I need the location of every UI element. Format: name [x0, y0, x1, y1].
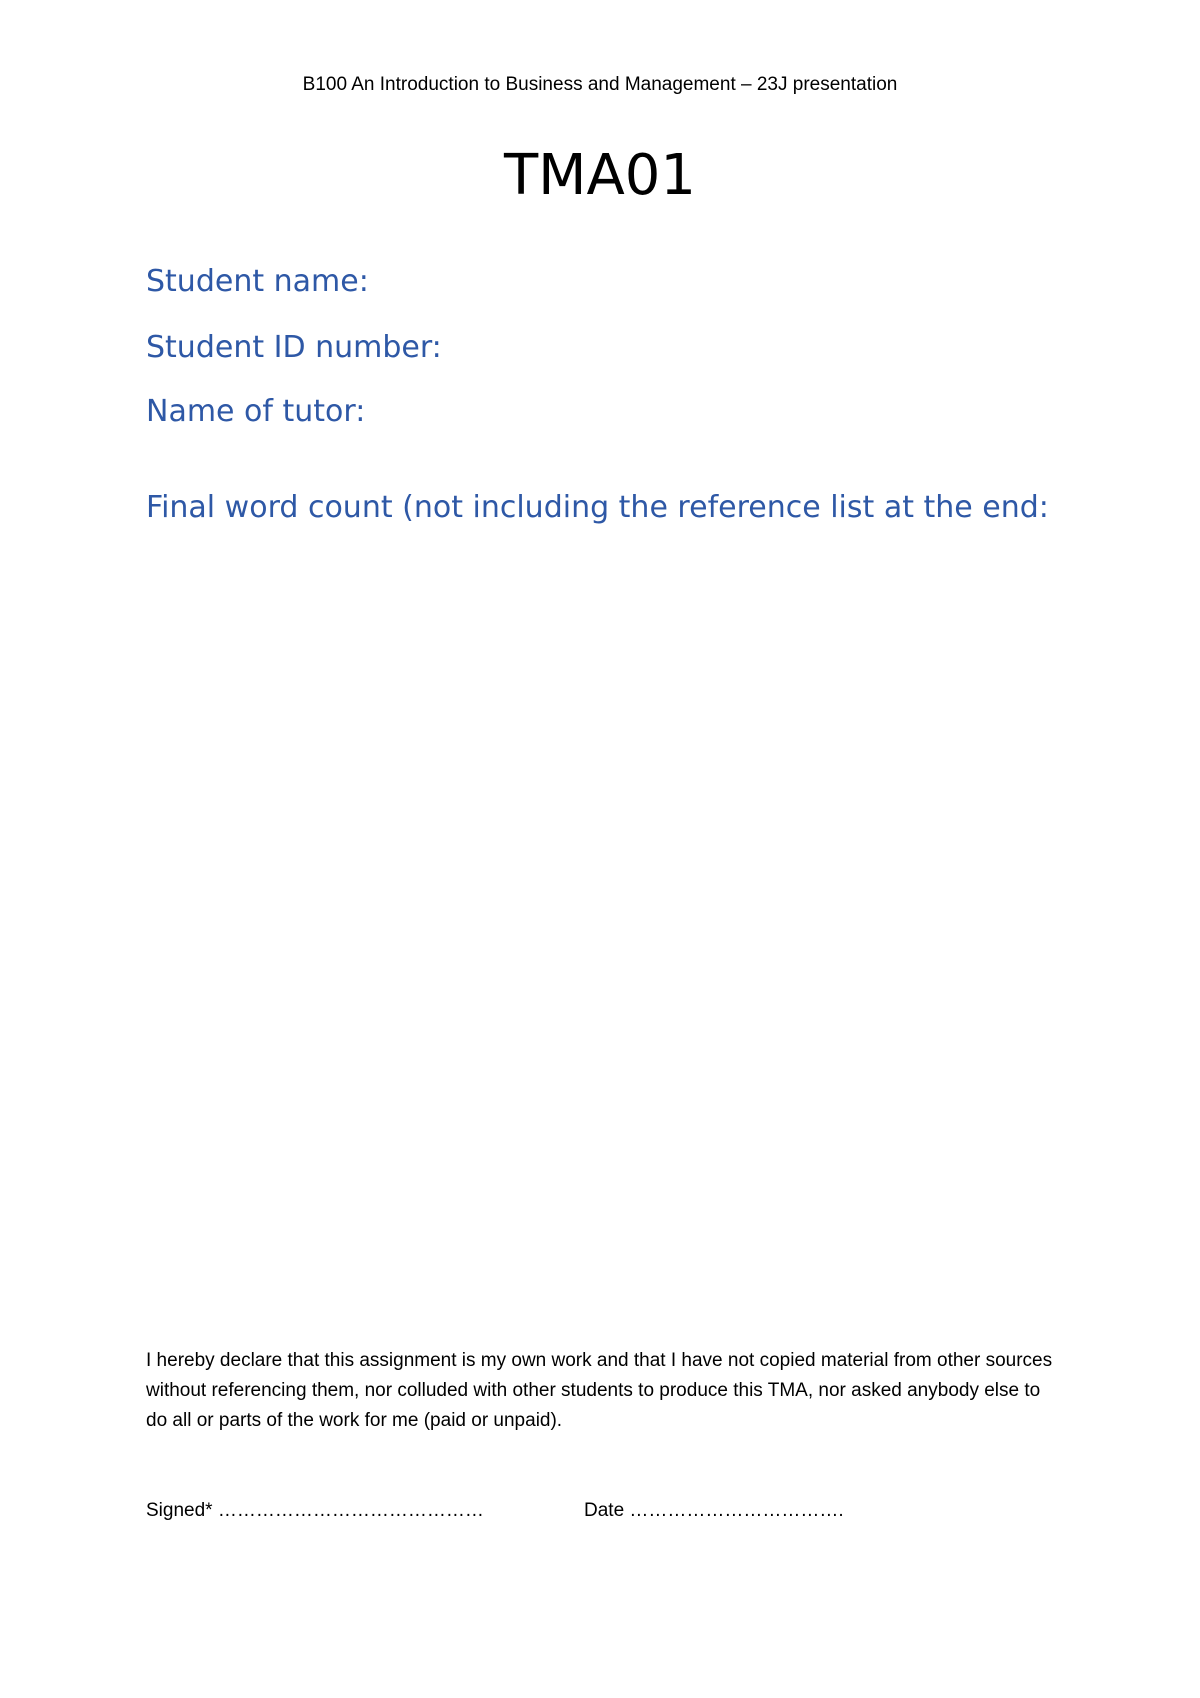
date-line: Date …………………………….: [584, 1500, 844, 1521]
signed-line: Signed* ……………………………………: [146, 1500, 484, 1521]
student-id-label: Student ID number:: [146, 330, 442, 365]
tutor-name-label: Name of tutor:: [146, 394, 366, 429]
student-name-label: Student name:: [146, 264, 369, 299]
signature-row: [146, 1500, 1066, 1530]
course-header: B100 An Introduction to Business and Management – 23J presentation: [302, 74, 898, 95]
declaration-text: I hereby declare that this assignment is my own work and that I have not copied material from other sources without referencing them, nor colluded with other students to produce this TMA, nor asked anybody else to do all or parts of the work for me (paid or unpaid).: [146, 1350, 1053, 1431]
word-count-label: Final word count (not including the reference list at the end:: [146, 490, 1049, 525]
document-title: TMA01: [503, 143, 697, 208]
